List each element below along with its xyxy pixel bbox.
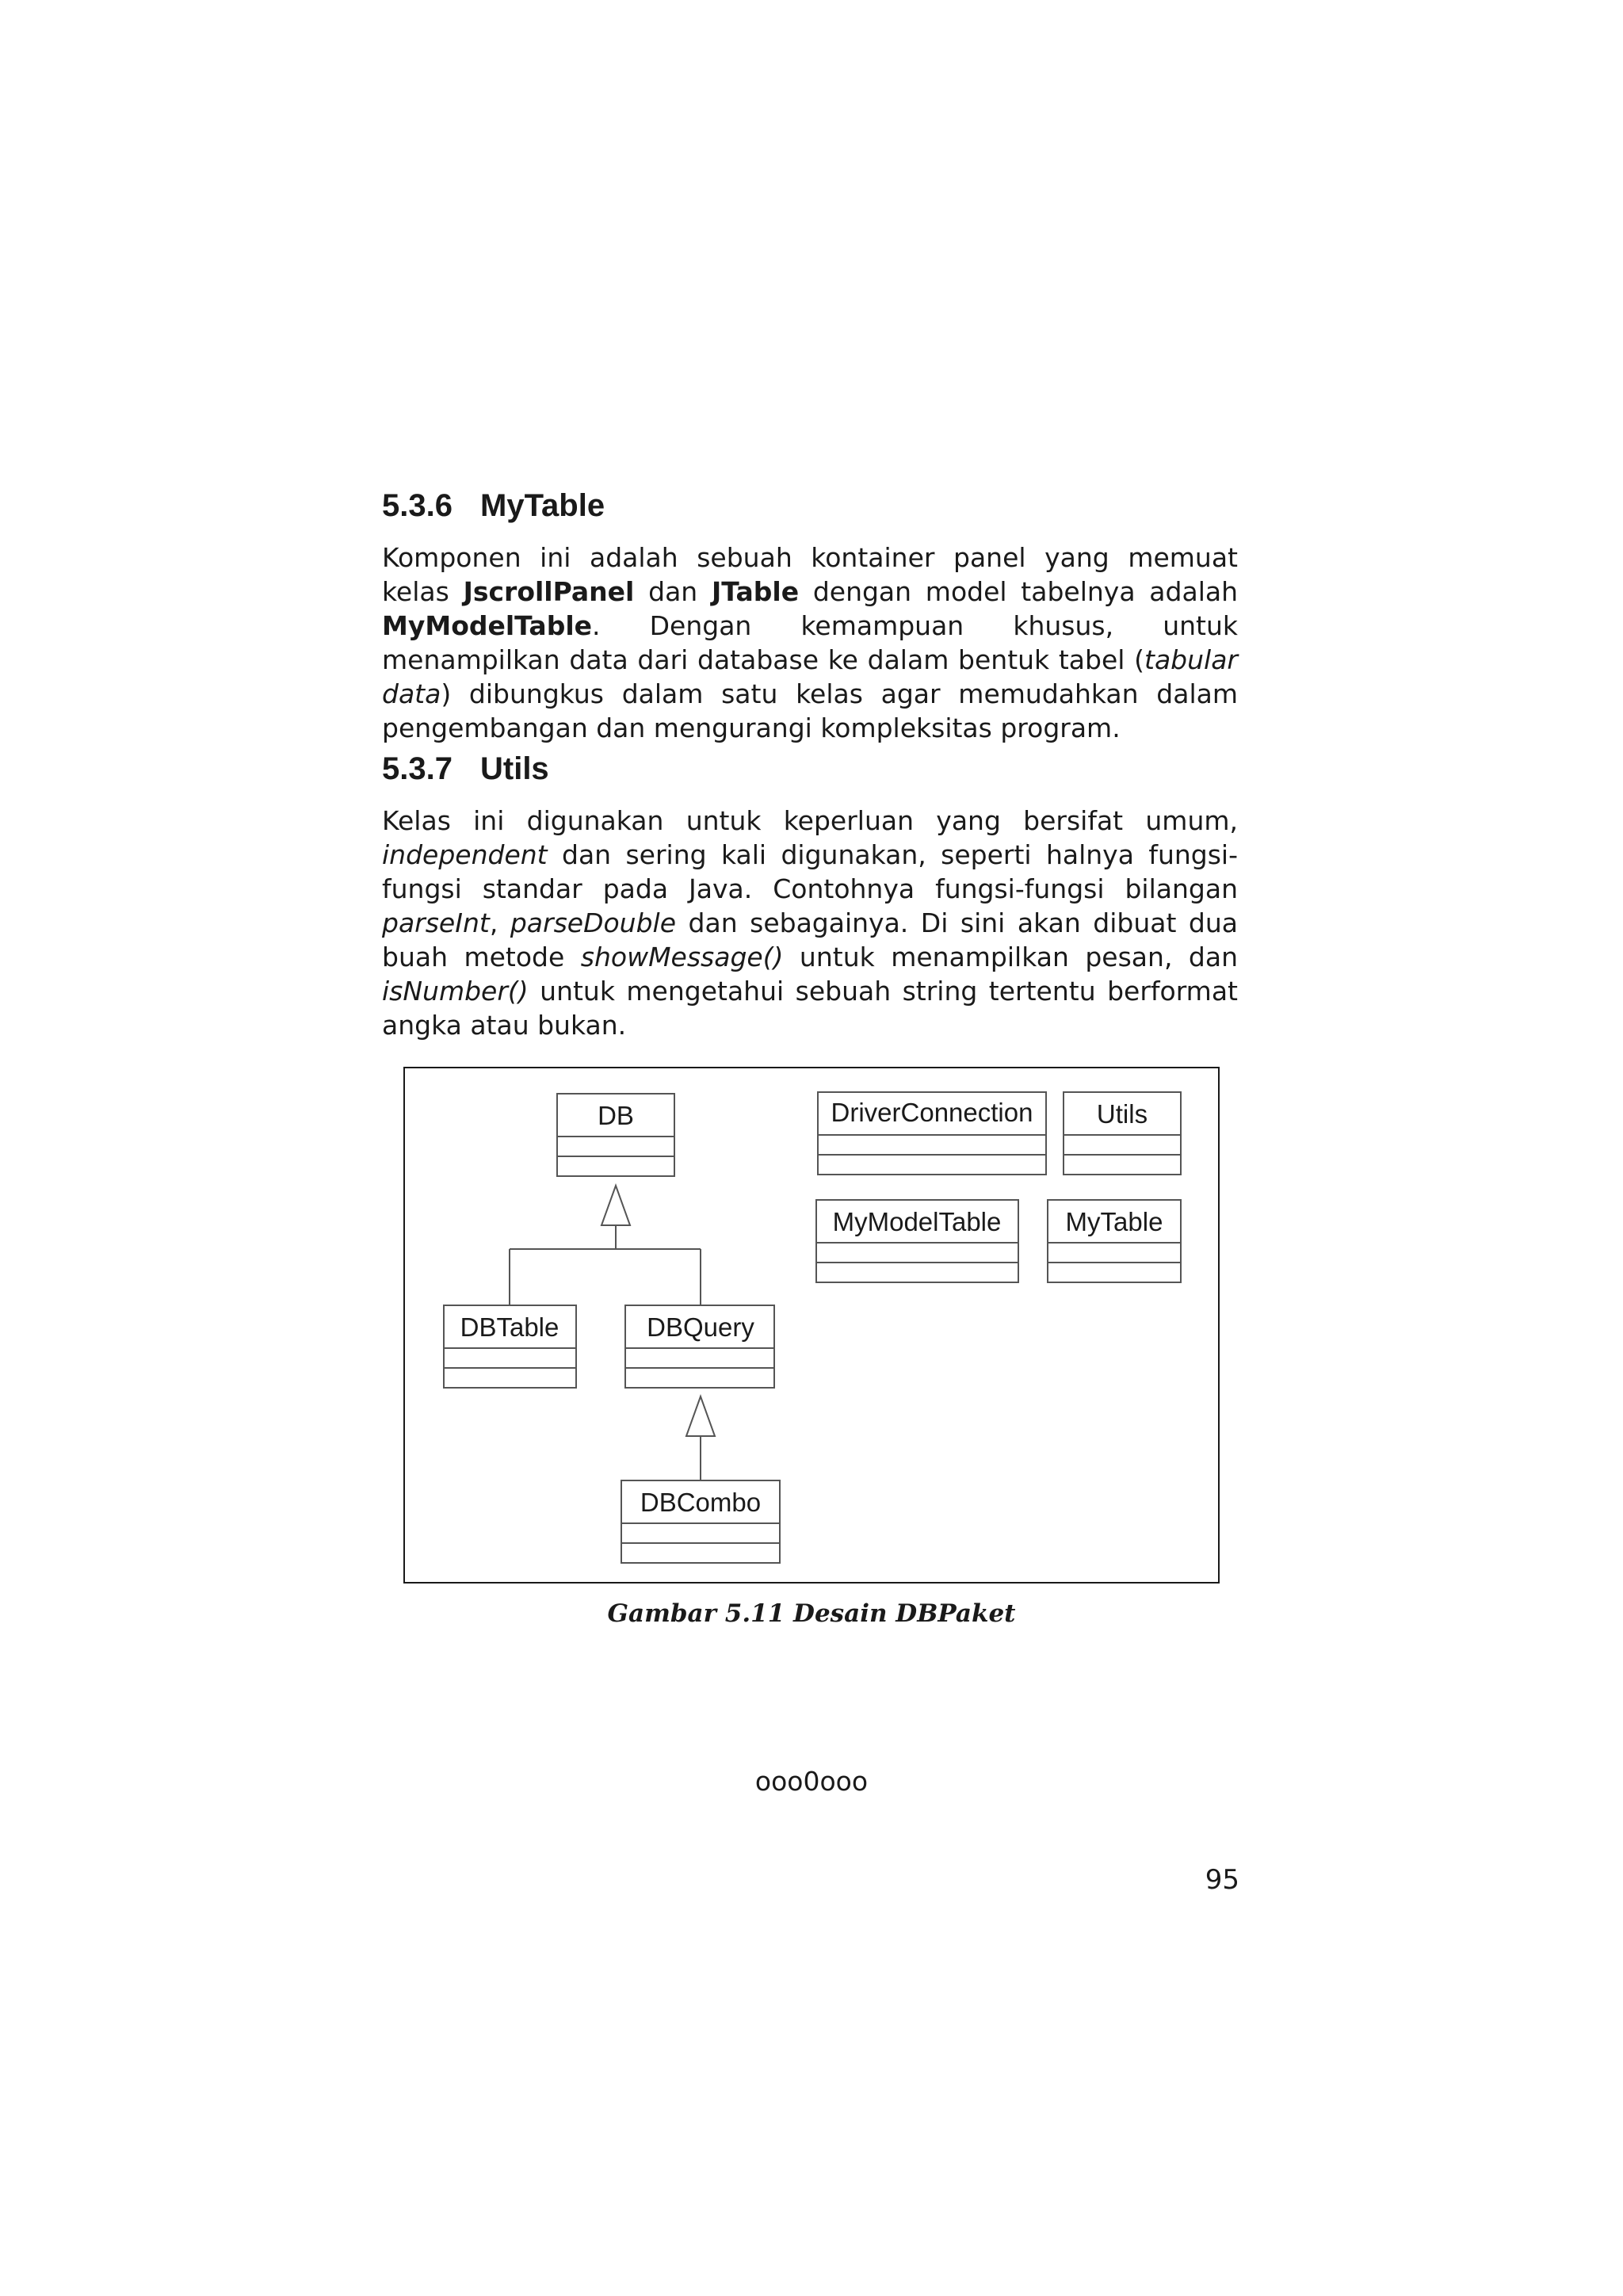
inheritance-arrow-head: [686, 1396, 715, 1436]
class-db: [557, 1094, 674, 1176]
class-dbquery: [625, 1305, 774, 1388]
text-run: ) dibungkus dalam satu kelas agar memudahkan dalam pengembangan dan mengurangi kompleksitas program.: [382, 678, 1238, 743]
italic-term: isNumber(): [382, 976, 529, 1007]
italic-term: tabular data: [382, 644, 1238, 709]
class-name: DriverConnection: [831, 1098, 1033, 1127]
text-run: untuk menampilkan pesan, dan: [783, 942, 1238, 972]
class-name: DB: [598, 1101, 634, 1130]
class-dbtable: [444, 1305, 576, 1388]
text-run: dan sebagainya. Di sini akan dibuat dua buah metode: [382, 907, 1239, 972]
text-run: untuk mengetahui sebuah string tertentu berformat angka atau bukan.: [382, 976, 1238, 1041]
class-dbcombo: [621, 1480, 780, 1563]
italic-term: showMessage(): [580, 942, 784, 972]
class-mytable: [1048, 1200, 1181, 1282]
bold-term: JTable: [711, 576, 800, 607]
text-run: dan: [634, 576, 712, 607]
bold-term: JscrollPanel: [463, 576, 635, 607]
text-run: . Dengan kemampuan khusus, untuk menampilkan data dari database ke dalam bentuk tabel (: [382, 610, 1238, 675]
text-run: dan sering kali digunakan, seperti halnya fungsi-fungsi standar pada Java. Contohnya fungsi-fungsi bilangan: [382, 839, 1238, 904]
class-name: DBTable: [460, 1312, 559, 1342]
generalization-dbquery: [686, 1396, 715, 1480]
page-number: 95: [1205, 1864, 1239, 1896]
class-name: Utils: [1096, 1099, 1148, 1129]
class-utils: [1064, 1092, 1181, 1175]
section-title: MyTable: [480, 488, 605, 523]
uml-diagram-svg: [405, 1068, 1221, 1585]
italic-term: independent: [382, 839, 548, 870]
paragraph-mytable: [382, 541, 1238, 745]
section-heading-mytable: [382, 482, 1238, 529]
class-name: MyTable: [1065, 1207, 1163, 1236]
figure-caption: Gambar 5.11 Desain DBPaket: [607, 1599, 1016, 1628]
class-mymodeltable: [816, 1200, 1018, 1282]
generalization-db: [510, 1186, 701, 1305]
class-driverconnection: [818, 1092, 1046, 1175]
class-name: MyModelTable: [832, 1207, 1002, 1236]
class-name: DBCombo: [640, 1488, 762, 1517]
section-heading-utils: [382, 745, 1238, 793]
text-run: Komponen ini adalah sebuah kontainer panel yang memuat kelas: [382, 542, 1238, 607]
paragraph-utils: [382, 804, 1238, 1042]
section-title: Utils: [480, 751, 549, 786]
section-number: 5.3.6: [382, 488, 453, 523]
inheritance-arrow-head: [601, 1186, 630, 1225]
text-run: Kelas ini digunakan untuk keperluan yang bersifat umum,: [382, 805, 1238, 836]
page-content: [382, 482, 1238, 1042]
class-name: DBQuery: [647, 1312, 754, 1342]
uml-class-diagram: [403, 1067, 1220, 1584]
italic-term: parseInt: [382, 907, 490, 938]
italic-term: parseDouble: [510, 907, 677, 938]
section-number: 5.3.7: [382, 751, 453, 786]
text-run: ,: [489, 907, 510, 938]
section-end-mark: ooo0ooo: [754, 1766, 869, 1797]
text-run: dengan model tabelnya adalah: [799, 576, 1238, 607]
bold-term: MyModelTable: [382, 610, 593, 641]
